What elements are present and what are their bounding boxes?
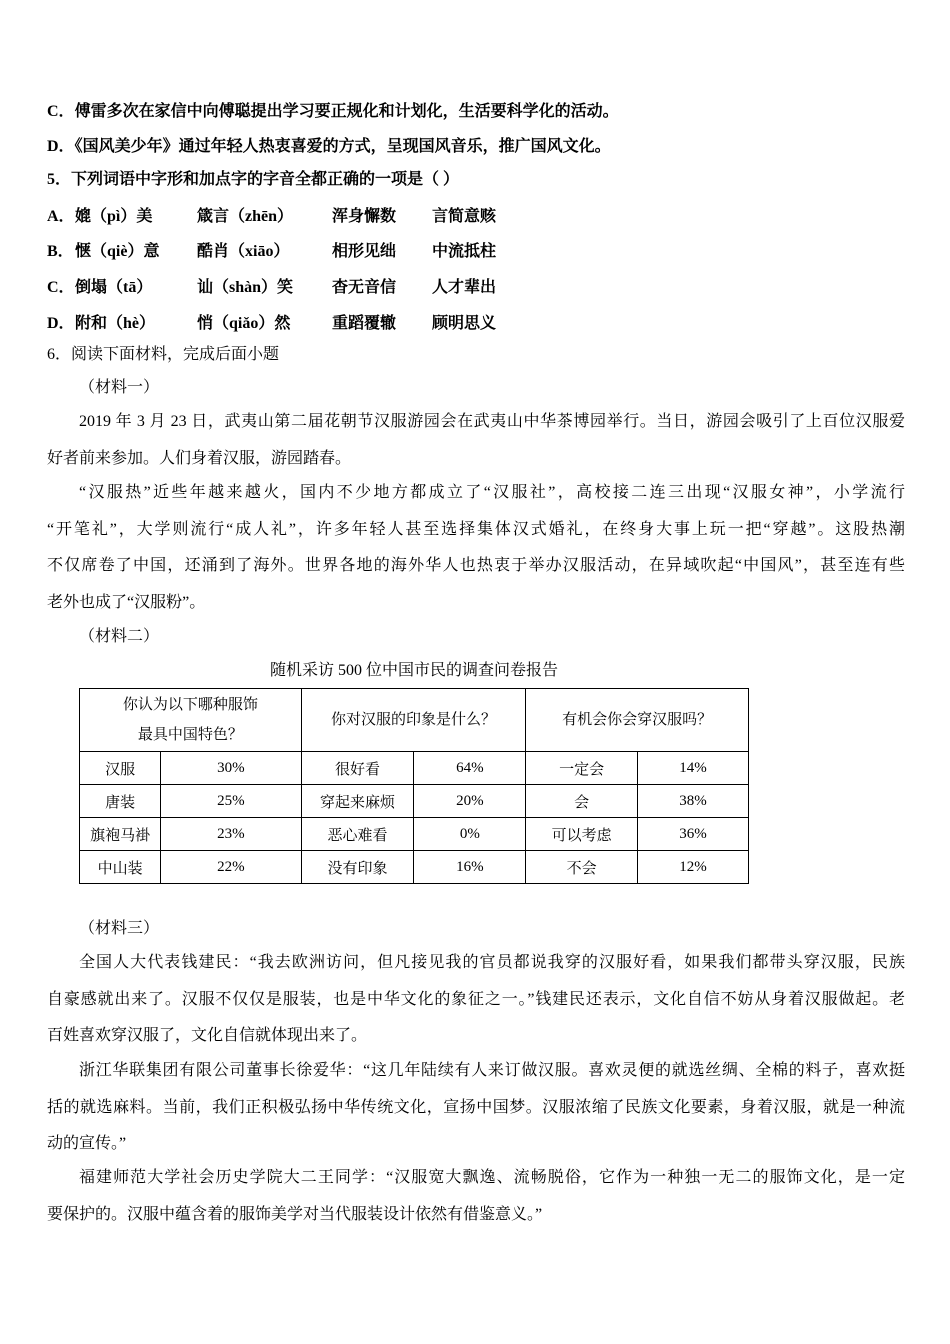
- table-row: [80, 851, 749, 884]
- option-word: 附和（hè）: [75, 315, 156, 332]
- q5-stem: 5．下列词语中字形和加点字的字音全都正确的一项是（ ）: [47, 171, 460, 188]
- table-cell: 0%: [414, 818, 526, 851]
- paragraph-line: 不仅席卷了中国，还涌到了海外。世界各地的海外华人也热衷于举办汉服活动，在异域吹起“中国风”，甚至连有些: [47, 557, 905, 574]
- header-text: 你认为以下哪种服饰: [122, 697, 258, 713]
- table-row: [80, 752, 749, 785]
- option-word: 人才辈出: [432, 279, 497, 296]
- option-word: 倒塌（tā）: [75, 279, 153, 296]
- table-cell: 23%: [161, 818, 302, 851]
- option-word: 杳无音信: [332, 279, 397, 296]
- paragraph-line: 老外也成了“汉服粉”。: [47, 593, 206, 611]
- option-letter: A．: [47, 208, 75, 225]
- option-word: 相形见绌: [332, 243, 397, 260]
- header-text: 最具中国特色？: [137, 727, 243, 743]
- table-cell: 20%: [414, 785, 526, 818]
- table-title: 随机采访 500 位中国市民的调查问卷报告: [269, 662, 558, 679]
- table-cell: 25%: [161, 785, 302, 818]
- table-header-row: [80, 689, 749, 752]
- option-letter: C．: [47, 103, 75, 120]
- option-word: 悄（qiǎo）然: [197, 315, 291, 332]
- paragraph-line: “汉服热”近些年越来越火，国内不少地方都成立了“汉服社”，高校接二连三出现“汉服女神”，小学流行: [79, 484, 905, 501]
- table-cell: 很好看: [301, 752, 414, 785]
- paragraph-line: 全国人大代表钱建民：“我去欧洲访问，但凡接见我的官员都说我穿的汉服好看，如果我们都带头穿汉服，民族: [79, 954, 905, 971]
- q4-option-d: [47, 137, 611, 157]
- table-cell: 会: [526, 785, 638, 818]
- table-cell: 汉服: [80, 752, 161, 785]
- option-letter: B．: [47, 243, 74, 260]
- table-cell: 旗袍马褂: [80, 818, 161, 851]
- paragraph-line: 好者前来参加。人们身着汉服，游园踏春。: [47, 449, 352, 467]
- option-word: 箴言（zhēn）: [197, 208, 294, 225]
- table-cell: 36%: [638, 818, 749, 851]
- paragraph-line: 福建师范大学社会历史学院大二王同学：“汉服宽大飘逸、流畅脱俗，它作为一种独一无二的服饰文化，是一定: [79, 1169, 905, 1186]
- option-word: 浑身懈数: [332, 208, 397, 225]
- paragraph-line: 要保护的。汉服中蕴含着的服饰美学对当代服装设计依然有借鉴意义。”: [47, 1205, 543, 1223]
- table-cell: 14%: [638, 752, 749, 785]
- paragraph-line: 动的宣传。”: [47, 1135, 127, 1152]
- paragraph-line: 自豪感就出来了。汉服不仅仅是服装，也是中华文化的象征之一。”钱建民还表示，文化自信不妨从身着汉服做起。老: [47, 990, 905, 1008]
- material-1-label: （材料一）: [79, 379, 160, 396]
- paragraph-line: 2019 年 3 月 23 日，武夷山第二届花朝节汉服游园会在武夷山中华茶博园举行。当日，游园会吸引了上百位汉服爱: [79, 413, 905, 430]
- paragraph-line: 浙江华联集团有限公司董事长徐爱华：“这几年陆续有人来订做汉服。喜欢灵便的就选丝绸、全棉的料子，喜欢挺: [79, 1062, 905, 1079]
- header-cell: [80, 689, 302, 752]
- material-3-label: （材料三）: [79, 920, 160, 937]
- option-word: 酷肖（xiāo）: [197, 243, 290, 260]
- q6-stem: 6．阅读下面材料，完成后面小题: [47, 346, 280, 363]
- option-word: 讪（shàn）笑: [197, 279, 294, 296]
- header-cell: 有机会你会穿汉服吗？: [526, 689, 749, 752]
- option-word: 媲（pì）美: [75, 208, 153, 225]
- paragraph-line: “开笔礼”，大学则流行“成人礼”，许多年轻人甚至选择集体汉式婚礼，在终身大事上玩一把“穿越”。这股热潮: [47, 520, 905, 538]
- table-row: [80, 785, 749, 818]
- table-cell: 64%: [414, 752, 526, 785]
- option-letter: C．: [47, 279, 75, 296]
- option-word: 惬（qiè）意: [75, 243, 160, 260]
- option-word: 中流抵柱: [432, 243, 497, 260]
- option-letter: D．: [47, 138, 75, 155]
- survey-table: [79, 688, 749, 884]
- option-text: 傅雷多次在家信中向傅聪提出学习要正规化和计划化，生活要科学化的活动。: [74, 103, 619, 120]
- table-cell: 30%: [161, 752, 302, 785]
- table-cell: 恶心难看: [301, 818, 414, 851]
- option-letter: D．: [47, 315, 75, 332]
- header-cell: 你对汉服的印象是什么？: [301, 689, 526, 752]
- table-cell: 22%: [161, 851, 302, 884]
- option-text: 《国风美少年》通过年轻人热衷喜爱的方式，呈现国风音乐，推广国风文化。: [74, 138, 611, 155]
- table-cell: 中山装: [80, 851, 161, 884]
- table-cell: 12%: [638, 851, 749, 884]
- option-word: 重蹈覆辙: [332, 315, 397, 332]
- table-cell: 可以考虑: [526, 818, 638, 851]
- option-word: 顾明思义: [432, 315, 497, 332]
- q4-option-c: [47, 102, 619, 122]
- table-cell: 一定会: [526, 752, 638, 785]
- table-cell: 不会: [526, 851, 638, 884]
- table-cell: 没有印象: [301, 851, 414, 884]
- table-cell: 唐装: [80, 785, 161, 818]
- table-cell: 38%: [638, 785, 749, 818]
- table-cell: 穿起来麻烦: [301, 785, 414, 818]
- material-2-label: （材料二）: [79, 628, 160, 645]
- paragraph-line: 括的就选麻料。当前，我们正积极弘扬中华传统文化，宣扬中国梦。汉服浓缩了民族文化要素，身着汉服，就是一种流: [47, 1098, 905, 1116]
- table-row: [80, 818, 749, 851]
- paragraph-line: 百姓喜欢穿汉服了，文化自信就体现出来了。: [47, 1027, 368, 1044]
- table-cell: 16%: [414, 851, 526, 884]
- option-word: 言简意赅: [432, 208, 497, 225]
